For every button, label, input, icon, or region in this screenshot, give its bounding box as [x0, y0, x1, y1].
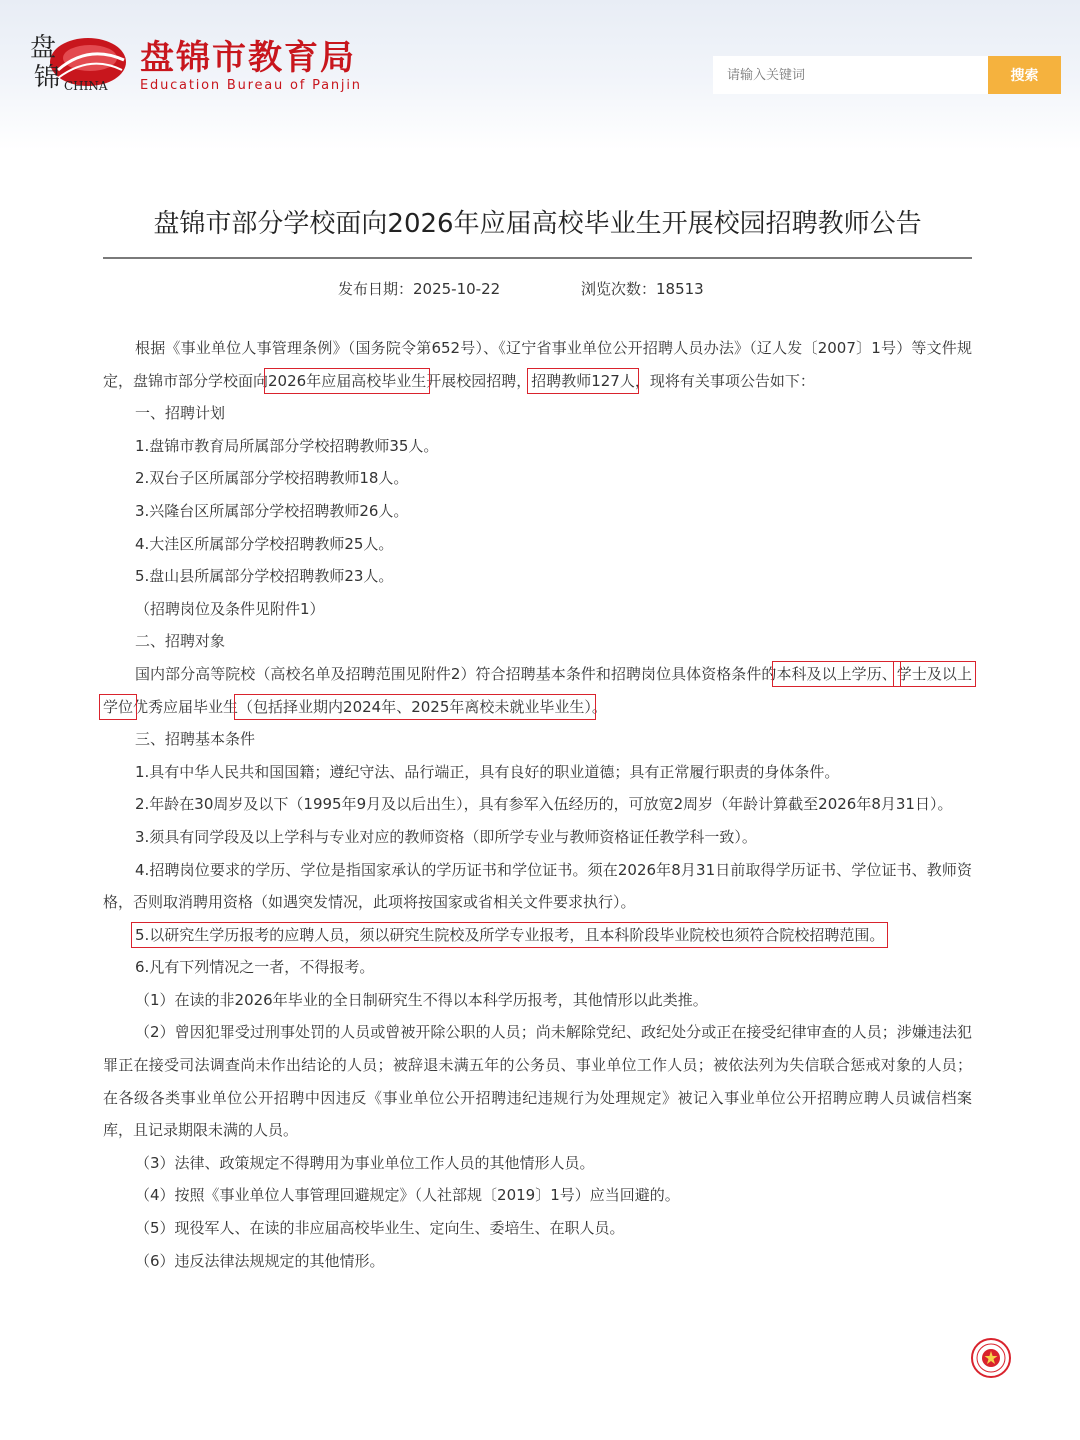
exclusion-item: （3）法律、政策规定不得聘用为事业单位工作人员的其他情形人员。	[135, 1153, 595, 1172]
exclusion-item: （2）曾因犯罪受过刑事处罚的人员或曾被开除公职的人员；尚未解除党纪、政纪处分或正在接受纪律审查的人员；涉嫌违法犯罪正在接受司法调查尚未作出结论的人员；被辞退未满五年的公务员、事业单位工作人员；被依法列为失信联合惩戒对象的人员；在各级各类事业单位公开招聘中因违反《事业单位公开招聘违纪违规行为处理规定》被记入事业单位公开招聘应聘人员诚信档案库，且记录期限未满的人员。	[103, 1023, 972, 1140]
condition-item: 4.招聘岗位要求的学历、学位是指国家承认的学历证书和学位证书。须在2026年8月31日前取得学历证书、学位证书、教师资格，否则取消聘用资格（如遇突发情况，此项将按国家或省相关文件要求执行）。	[103, 860, 972, 912]
exclusion-item: （5）现役军人、在读的非应届高校毕业生、定向生、委培生、在职人员。	[135, 1219, 625, 1238]
site-subtitle: Education Bureau of Panjin	[140, 78, 362, 93]
intro-paragraph: 根据《事业单位人事管理条例》（国务院令第652号）、《辽宁省事业单位公开招聘人员办法》（辽人发〔2007〕1号）等文件规定，盘锦市部分学校面向2026年应届高校毕业生开展校园招聘，招聘教师127人，现将有关事项公告如下：	[103, 339, 972, 390]
highlight-unemployed-grads: （包括择业期内2024年、2025年离校未就业毕业生）	[238, 697, 592, 716]
highlight-teacher-count: 招聘教师127人	[531, 371, 635, 390]
view-count: 浏览次数：18513	[581, 280, 704, 298]
svg-text:盘: 盘	[30, 33, 57, 63]
attachment-note: （招聘岗位及条件见附件1）	[135, 599, 325, 618]
exclusion-item: （6）违反法律法规规定的其他情形。	[135, 1251, 385, 1270]
target-paragraph: 国内部分高等院校（高校名单及招聘范围见附件2）符合招聘基本条件和招聘岗位具体资格条件的本科及以上学历、学士及以上学位优秀应届毕业生（包括择业期内2024年、2025年离校未就业毕业生）。	[103, 664, 972, 716]
svg-text:锦: 锦	[34, 63, 61, 93]
list-item: 5.盘山县所属部分学校招聘教师23人。	[135, 567, 394, 586]
section-heading: 三、招聘基本条件	[135, 730, 256, 749]
condition-item: 6.凡有下列情况之一者，不得报考。	[135, 958, 375, 977]
title-divider	[103, 257, 972, 259]
svg-text:CHINA: CHINA	[64, 79, 108, 93]
search-button[interactable]: 搜索	[988, 56, 1061, 94]
publish-date: 发布日期：2025-10-22	[338, 280, 501, 298]
list-item: 4.大洼区所属部分学校招聘教师25人。	[135, 534, 394, 553]
condition-item: 3.须具有同学段及以上学科与专业对应的教师资格（即所学专业与教师资格证任教学科一致）。	[135, 827, 757, 846]
highlight-graduate-condition: 5.以研究生学历报考的应聘人员，须以研究生院校及所学专业报考，且本科阶段毕业院校也须符合院校招聘范围。	[135, 925, 885, 944]
highlight-graduates: 2026年应届高校毕业生	[268, 371, 427, 390]
condition-item	[103, 919, 972, 952]
exclusion-item: （4）按照《事业单位人事管理回避规定》（人社部规〔2019〕1号）应当回避的。	[135, 1186, 680, 1205]
bureau-logo[interactable]	[28, 26, 128, 102]
highlight-degree: 本科及以上学历、	[776, 664, 897, 683]
article-body	[103, 332, 972, 1277]
section-heading: 二、招聘对象	[135, 632, 226, 651]
condition-item: 2.年龄在30周岁及以下（1995年9月及以后出生），具有参军入伍经历的，可放宽2周岁（年龄计算截至2026年8月31日）。	[135, 795, 953, 814]
list-item: 2.双台子区所属部分学校招聘教师18人。	[135, 469, 409, 488]
search-input[interactable]	[713, 56, 989, 94]
exclusion-item: （1）在读的非2026年毕业的全日制研究生不得以本科学历报考，其他情形以此类推。	[135, 990, 708, 1009]
highlight-bachelor: 学士及以上学位	[103, 664, 972, 716]
condition-item: 1.具有中华人民共和国国籍；遵纪守法、品行端正，具有良好的职业道德；具有正常履行职责的身体条件。	[135, 762, 840, 781]
government-seal-icon[interactable]	[970, 1337, 1012, 1379]
list-item: 1.盘锦市教育局所属部分学校招聘教师35人。	[135, 436, 439, 455]
list-item: 3.兴隆台区所属部分学校招聘教师26人。	[135, 501, 409, 520]
site-header	[0, 0, 1080, 150]
site-title: 盘锦市教育局	[140, 38, 356, 78]
article-title: 盘锦市部分学校面向2026年应届高校毕业生开展校园招聘教师公告	[153, 209, 922, 239]
section-heading: 一、招聘计划	[135, 404, 226, 423]
